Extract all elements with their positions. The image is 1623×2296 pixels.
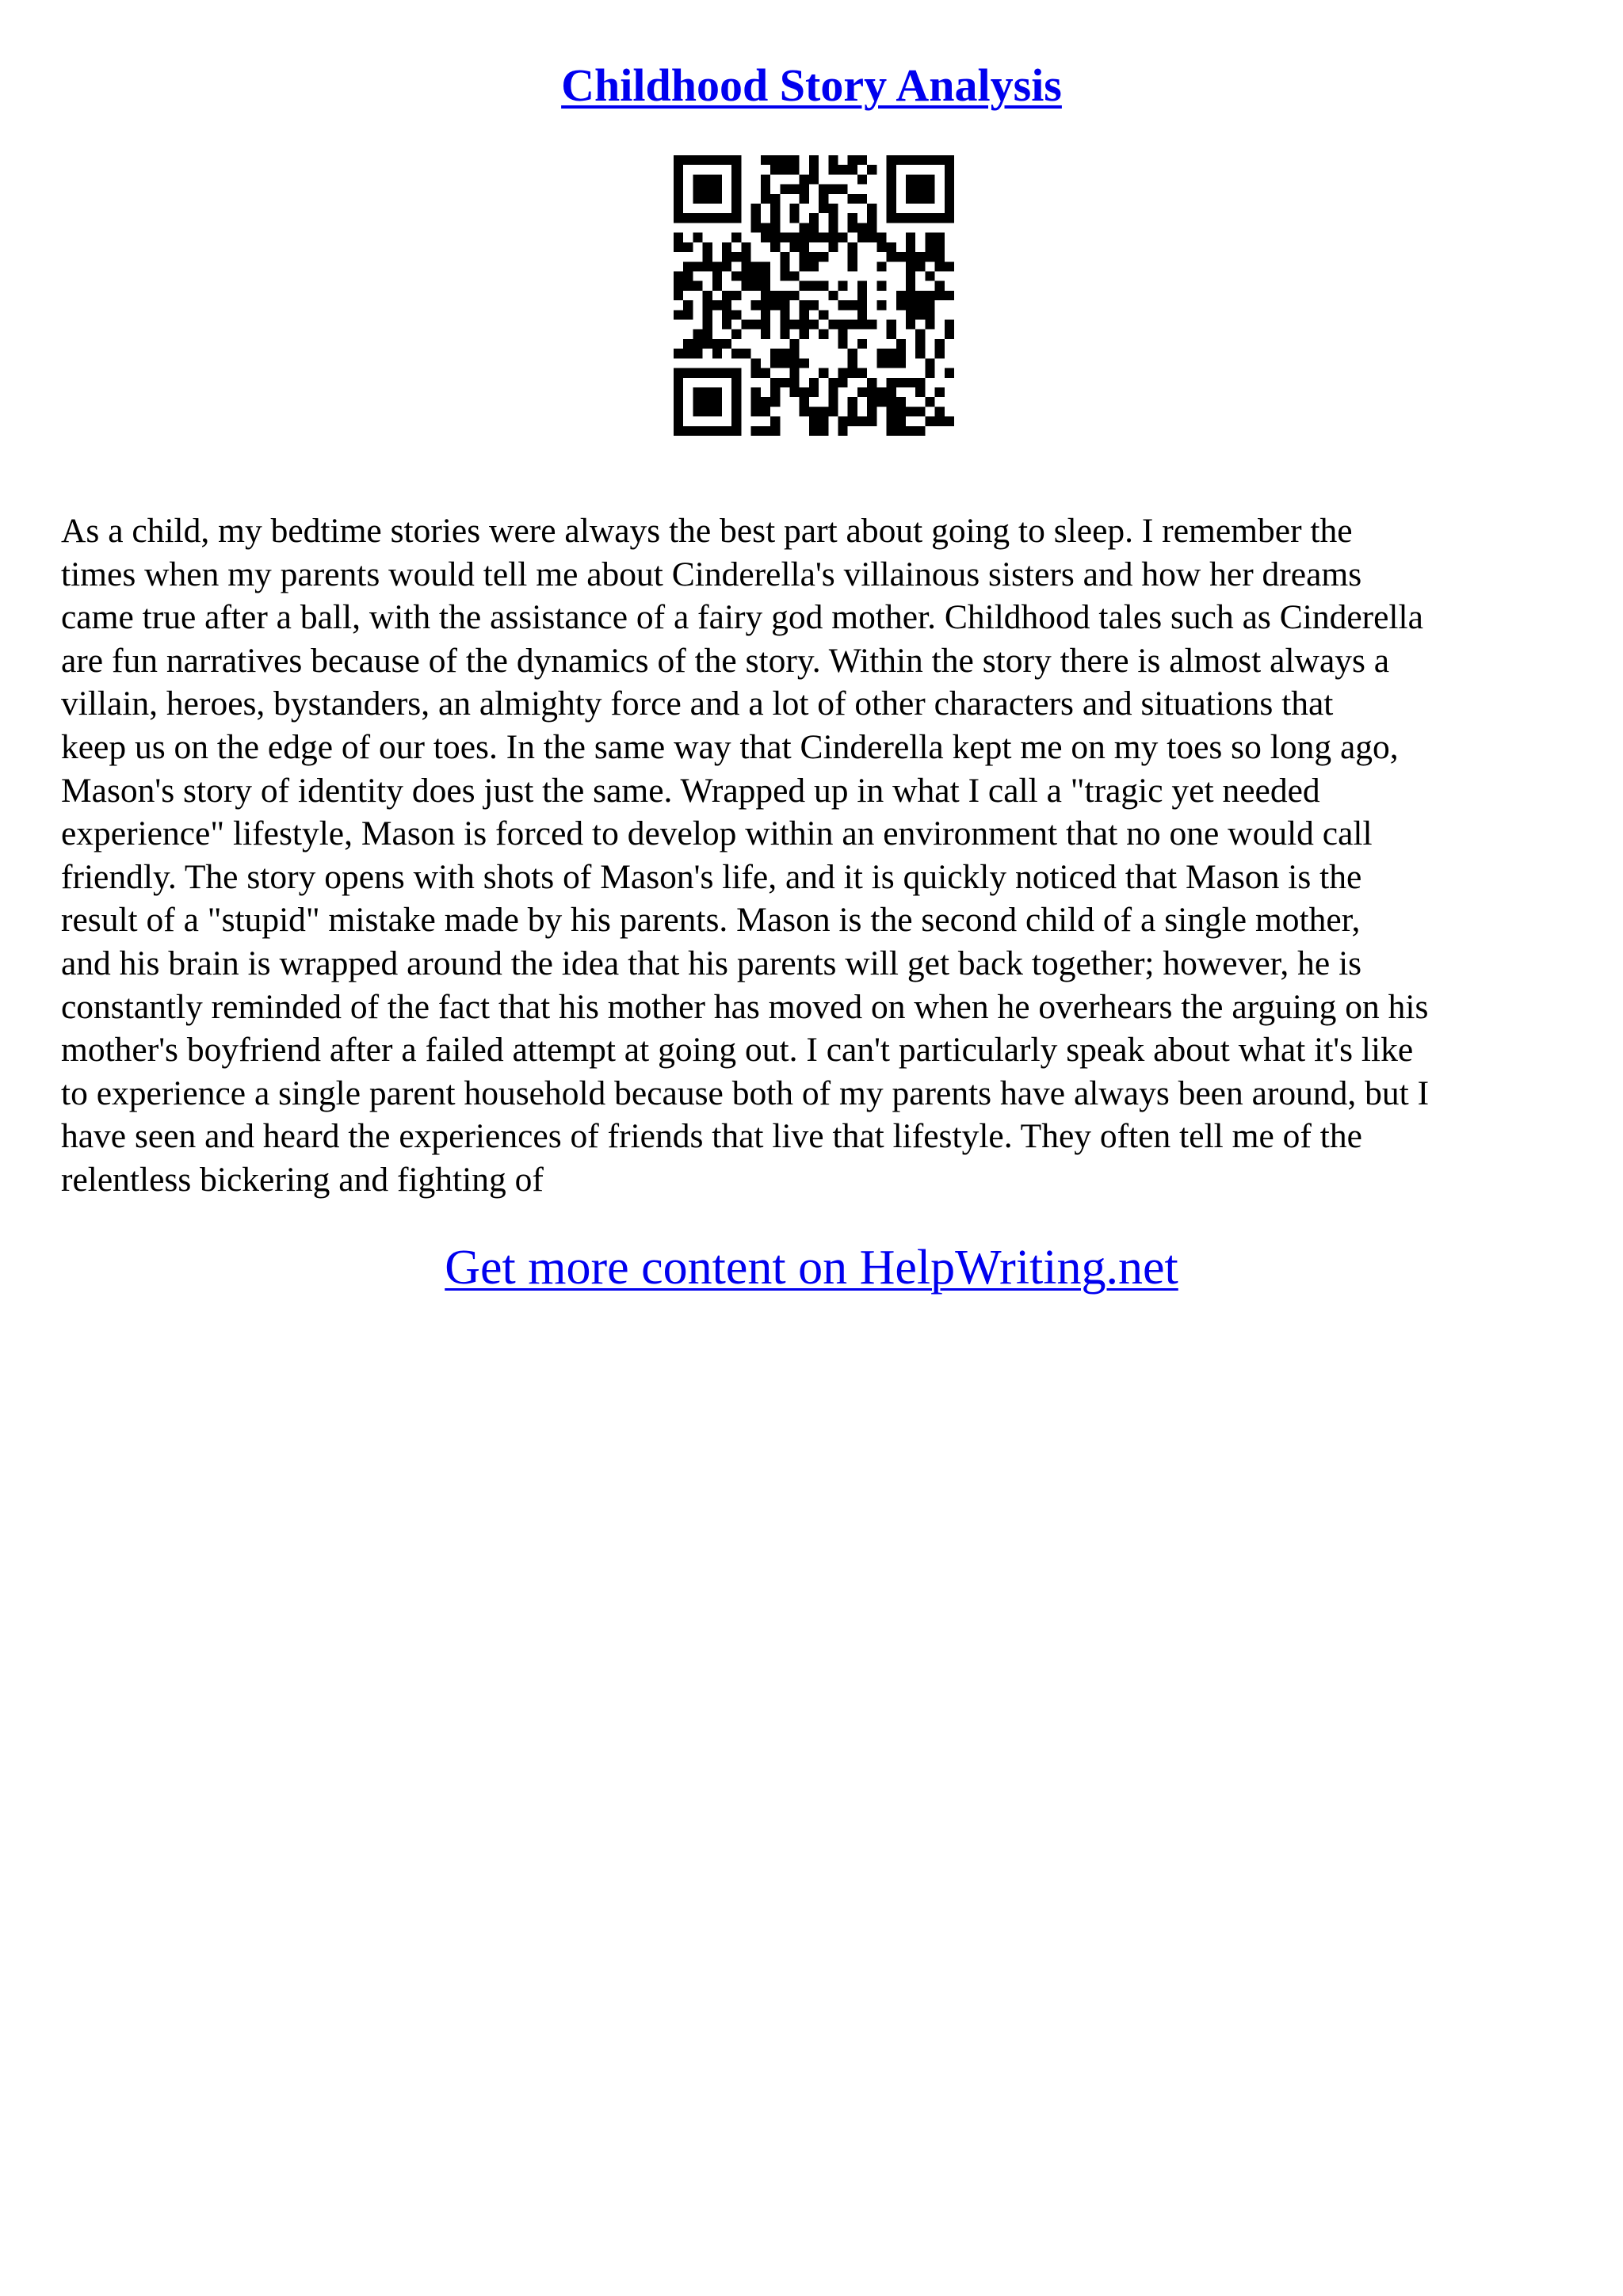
helpwriting-link[interactable]: Get more content on HelpWriting.net	[445, 1241, 1178, 1295]
title-link[interactable]: Childhood Story Analysis	[561, 59, 1062, 111]
page-title	[0, 54, 1623, 117]
qr-code-icon[interactable]	[674, 155, 954, 436]
body-paragraph: As a child, my bedtime stories were always the best part about going to sleep. I remember the times when my parents would tell me about Cinderella's villainous sisters and how her dreams came true after a ball, with the assistance of a fairy god mother. Childhood tales such as Cinderella are fun narratives because of the dynamics of the story. Within the story there is almost always a villain, heroes, bystanders, an almighty force and a lot of other characters and situations that keep us on the edge of our toes. In the same way that Cinderella kept me on my toes so long ago, Mason's story of identity does just the same. Wrapped up in what I call a "tragic yet needed experience" lifestyle, Mason is forced to develop within an environment that no one would call friendly. The story opens with shots of Mason's life, and it is quickly noticed that Mason is the result of a "stupid" mistake made by his parents. Mason is the second child of a single mother, and his brain is wrapped around the idea that his parents will get back together; however, he is constantly reminded of the fact that his mother has moved on when he overhears the arguing on his mother's boyfriend after a failed attempt at going out. I can't particularly speak about what it's like to experience a single parent household because both of my parents have always been around, but I have seen and heard the experiences of friends that live that lifestyle. They often tell me of the relentless bickering and fighting of	[61, 512, 1430, 1199]
footer-link-container	[0, 1236, 1623, 1299]
